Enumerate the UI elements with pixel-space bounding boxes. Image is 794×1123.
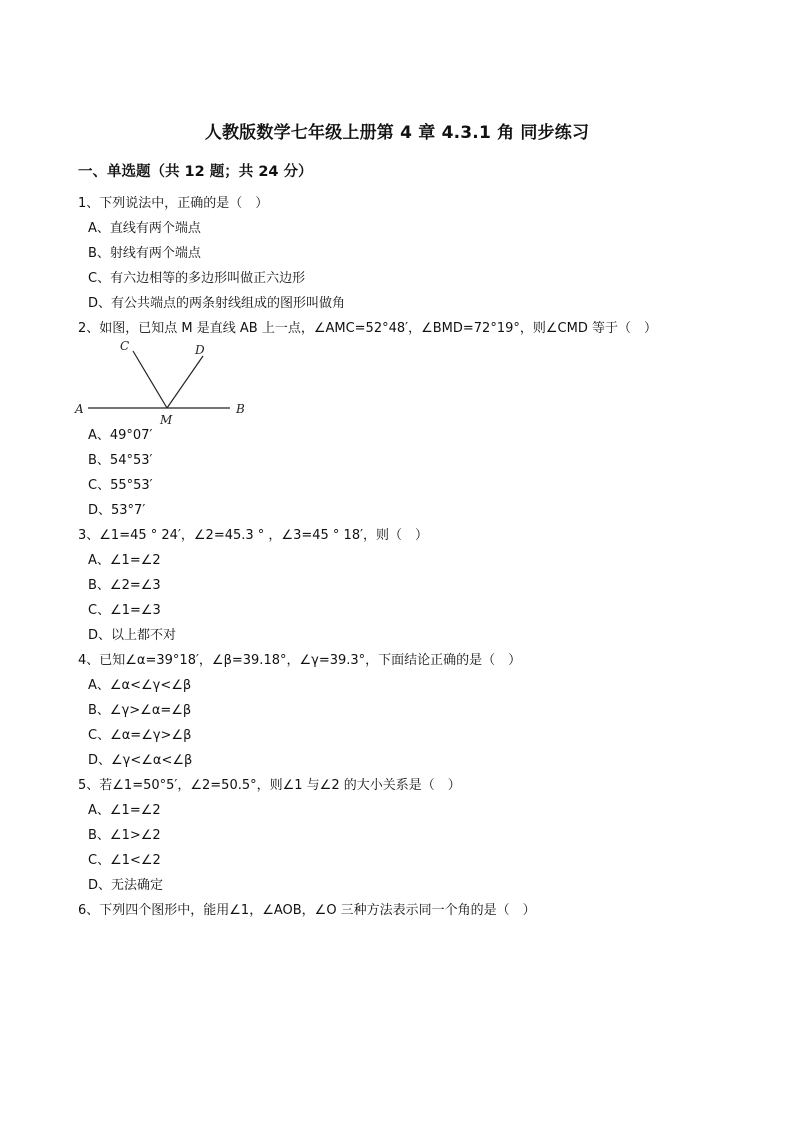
- ray-mc: [133, 351, 167, 408]
- question-4-option-c: C、∠α=∠γ>∠β: [88, 728, 192, 743]
- question-2-option-c: C、55°53′: [88, 478, 153, 493]
- question-6-stem: 6、下列四个图形中，能用∠1，∠AOB，∠O 三种方法表示同一个角的是（ ）: [78, 903, 536, 918]
- question-2-stem: 2、如图，已知点 M 是直线 AB 上一点，∠AMC=52°48′，∠BMD=72°19°，则∠CMD 等于（ ）: [78, 321, 657, 336]
- question-3-option-b: B、∠2=∠3: [88, 578, 161, 593]
- question-3-stem: 3、∠1=45 ° 24′，∠2=45.3 ° ，∠3=45 ° 18′，则（ ）: [78, 528, 429, 543]
- question-1-option-a: A、直线有两个端点: [88, 221, 201, 236]
- question-1-option-d: D、有公共端点的两条射线组成的图形叫做角: [88, 296, 346, 311]
- question-5-option-d: D、无法确定: [88, 878, 164, 893]
- question-1-option-b: B、射线有两个端点: [88, 246, 201, 261]
- question-5-stem: 5、若∠1=50°5′，∠2=50.5°，则∠1 与∠2 的大小关系是（ ）: [78, 778, 461, 793]
- label-b: B: [236, 402, 245, 416]
- question-4-option-b: B、∠γ>∠α=∠β: [88, 703, 192, 718]
- label-a: A: [75, 402, 84, 416]
- question-5-option-c: C、∠1<∠2: [88, 853, 161, 868]
- question-5-option-a: A、∠1=∠2: [88, 803, 161, 818]
- question-4-stem: 4、已知∠α=39°18′，∠β=39.18°，∠γ=39.3°，下面结论正确的是（ ）: [78, 653, 522, 668]
- question-1-stem: 1、下列说法中，正确的是（ ）: [78, 196, 269, 211]
- question-3-option-c: C、∠1=∠3: [88, 603, 161, 618]
- question-5-option-b: B、∠1>∠2: [88, 828, 161, 843]
- question-2-option-b: B、54°53′: [88, 453, 153, 468]
- label-m: M: [160, 413, 173, 427]
- page-title: 人教版数学七年级上册第 4 章 4.3.1 角 同步练习: [204, 123, 590, 143]
- label-c: C: [120, 339, 130, 353]
- question-4-option-a: A、∠α<∠γ<∠β: [88, 678, 192, 693]
- section-heading: 一、单选题（共 12 题；共 24 分）: [78, 164, 313, 180]
- angle-figure: [70, 336, 260, 428]
- question-2-option-a: A、49°07′: [88, 428, 153, 443]
- question-2-option-d: D、53°7′: [88, 503, 146, 518]
- label-d: D: [195, 343, 205, 357]
- question-4-option-d: D、∠γ<∠α<∠β: [88, 753, 193, 768]
- question-3-option-d: D、以上都不对: [88, 628, 177, 643]
- ray-md: [167, 356, 203, 408]
- question-1-option-c: C、有六边相等的多边形叫做正六边形: [88, 271, 306, 286]
- question-3-option-a: A、∠1=∠2: [88, 553, 161, 568]
